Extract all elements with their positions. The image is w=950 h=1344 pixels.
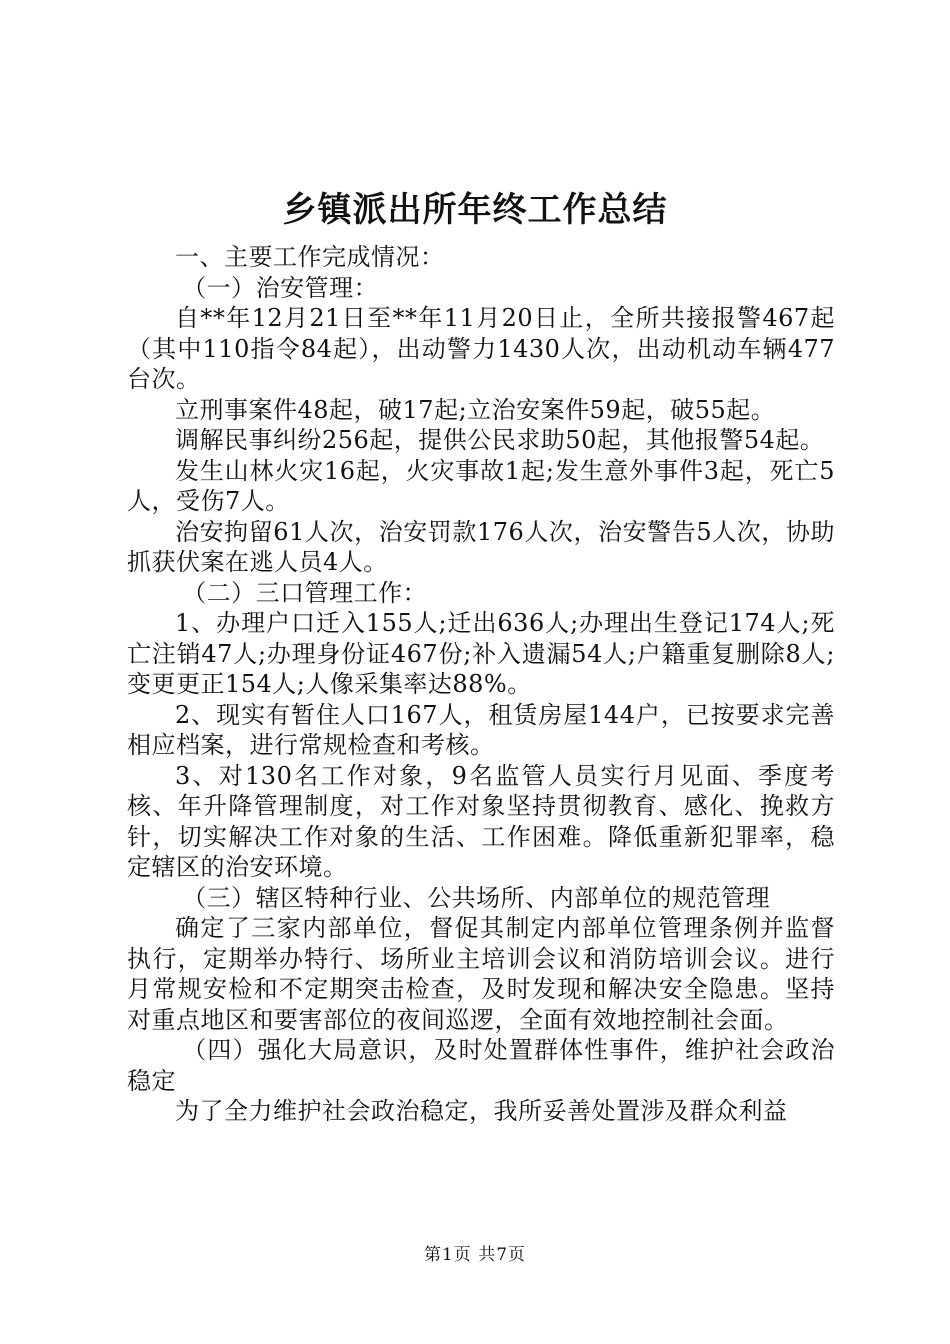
subsection-heading: （三）辖区特种行业、公共场所、内部单位的规范管理: [182, 883, 771, 912]
body-paragraph: 确定了三家内部单位，督促其制定内部单位管理条例并监督执行，定期举办特行、场所业主培训会议和消防培训会议。进行月常规安检和不定期突击检查，及时发现和解决安全隐患。坚持对重点地区和要害部位的夜间巡逻，全面有效地控制社会面。: [127, 914, 835, 1034]
body-paragraph: 1、办理户口迁入155人;迁出636人;办理出生登记174人;死亡注销47人;办理身份证467份;补入遗漏54人;户籍重复删除8人;变更更正154人;人像采集率达88%。: [127, 609, 835, 698]
document-title: 乡镇派出所年终工作总结: [282, 190, 668, 230]
subsection-heading: （二）三口管理工作：: [182, 578, 428, 607]
document-body: [127, 242, 835, 1127]
section-heading: 一、主要工作完成情况：: [175, 243, 445, 271]
subsection-heading: （一）治安管理：: [182, 273, 379, 302]
body-paragraph: 3、对130名工作对象，9名监管人员实行月见面、季度考核、年升降管理制度，对工作对象坚持贯彻教育、感化、挽救方针，切实解决工作对象的生活、工作困难。降低重新犯罪率，稳定辖区的治安环境。: [127, 761, 835, 881]
body-paragraph: 2、现实有暂住人口167人，租赁房屋144户，已按要求完善相应档案，进行常规检查和考核。: [127, 700, 835, 759]
page-number-footer: 第1页 共7页: [423, 1245, 527, 1265]
subsection-heading: （四）强化大局意识，及时处置群体性事件，维护社会政治稳定: [127, 1036, 835, 1095]
body-paragraph: 立刑事案件48起，破17起;立治安案件59起，破55起。: [175, 395, 776, 424]
body-paragraph: 调解民事纠纷256起，提供公民求助50起，其他报警54起。: [175, 426, 825, 454]
body-paragraph: 发生山林火灾16起，火灾事故1起;发生意外事件3起，死亡5人，受伤7人。: [127, 456, 835, 515]
body-paragraph: 为了全力维护社会政治稳定，我所妥善处置涉及群众利益: [175, 1097, 788, 1125]
body-paragraph: 自**年12月21日至**年11月20日止，全所共接报警467起（其中110指令84起），出动警力1430人次，出动机动车辆477台次。: [127, 304, 835, 393]
body-paragraph: 治安拘留61人次，治安罚款176人次，治安警告5人次，协助抓获伏案在逃人员4人。: [127, 517, 835, 576]
